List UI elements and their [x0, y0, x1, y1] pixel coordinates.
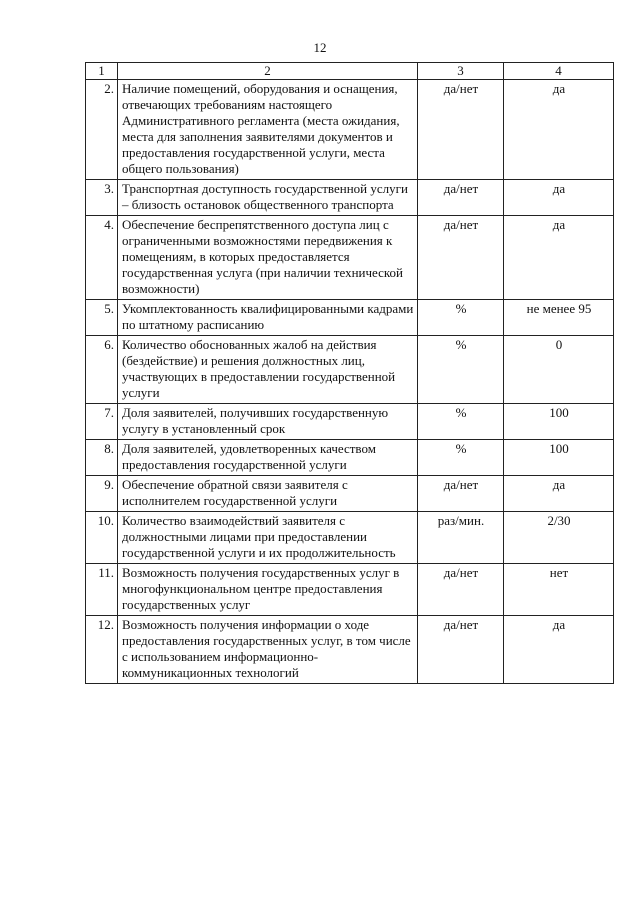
table-row: [86, 404, 614, 440]
unit-of-measure: %: [418, 404, 504, 440]
row-number: 10.: [86, 512, 118, 564]
unit-of-measure: %: [418, 440, 504, 476]
unit-of-measure: да/нет: [418, 80, 504, 180]
header-col-2: 2: [118, 63, 418, 80]
indicator-name: Наличие помещений, оборудования и оснащения, отвечающих требованиям настоящего Административного регламента (места ожидания, места для заполнения заявителями документов и предоставления государственной услуги, места общего пользования): [118, 80, 418, 180]
table-row: [86, 180, 614, 216]
unit-of-measure: да/нет: [418, 616, 504, 684]
unit-of-measure: %: [418, 336, 504, 404]
indicator-name: Доля заявителей, удовлетворенных качеством предоставления государственной услуги: [118, 440, 418, 476]
indicator-value: 0: [504, 336, 614, 404]
indicator-value: да: [504, 616, 614, 684]
header-row: [86, 63, 614, 80]
table-row: [86, 476, 614, 512]
unit-of-measure: да/нет: [418, 216, 504, 300]
table-row: [86, 300, 614, 336]
header-col-1: 1: [86, 63, 118, 80]
unit-of-measure: %: [418, 300, 504, 336]
header-col-4: 4: [504, 63, 614, 80]
row-number: 2.: [86, 80, 118, 180]
indicator-value: да: [504, 476, 614, 512]
indicator-value: да: [504, 216, 614, 300]
row-number: 5.: [86, 300, 118, 336]
table-row: [86, 440, 614, 476]
table-row: [86, 564, 614, 616]
row-number: 8.: [86, 440, 118, 476]
indicator-name: Обеспечение обратной связи заявителя с исполнителем государственной услуги: [118, 476, 418, 512]
indicator-name: Обеспечение беспрепятственного доступа лиц с ограниченными возможностями передвижения к помещениям, в которых предоставляется государственная услуга (при наличии технической возможности): [118, 216, 418, 300]
header-col-3: 3: [418, 63, 504, 80]
table-row: [86, 616, 614, 684]
indicator-value: да: [504, 180, 614, 216]
row-number: 6.: [86, 336, 118, 404]
table-row: [86, 80, 614, 180]
indicator-name: Количество обоснованных жалоб на действия (бездействие) и решения должностных лиц, участвующих в предоставлении государственной услуги: [118, 336, 418, 404]
table-row: [86, 216, 614, 300]
indicator-name: Количество взаимодействий заявителя с должностными лицами при предоставлении государственной услуги и их продолжительность: [118, 512, 418, 564]
indicator-name: Транспортная доступность государственной услуги – близость остановок общественного транспорта: [118, 180, 418, 216]
table-row: [86, 512, 614, 564]
indicator-value: 100: [504, 440, 614, 476]
indicator-value: да: [504, 80, 614, 180]
unit-of-measure: раз/мин.: [418, 512, 504, 564]
row-number: 7.: [86, 404, 118, 440]
indicator-value: 100: [504, 404, 614, 440]
unit-of-measure: да/нет: [418, 564, 504, 616]
row-number: 9.: [86, 476, 118, 512]
table-header: [86, 63, 614, 80]
unit-of-measure: да/нет: [418, 476, 504, 512]
indicator-value: 2/30: [504, 512, 614, 564]
indicator-name: Укомплектованность квалифицированными кадрами по штатному расписанию: [118, 300, 418, 336]
indicator-value: не менее 95: [504, 300, 614, 336]
row-number: 11.: [86, 564, 118, 616]
row-number: 12.: [86, 616, 118, 684]
unit-of-measure: да/нет: [418, 180, 504, 216]
quality-indicators-table: [85, 62, 614, 684]
table-body: [86, 80, 614, 684]
indicator-name: Возможность получения государственных услуг в многофункциональном центре предоставления государственных услуг: [118, 564, 418, 616]
indicator-name: Возможность получения информации о ходе предоставления государственных услуг, в том числе с использованием информационно-коммуникационных технологий: [118, 616, 418, 684]
indicator-name: Доля заявителей, получивших государственную услугу в установленный срок: [118, 404, 418, 440]
row-number: 3.: [86, 180, 118, 216]
table-row: [86, 336, 614, 404]
indicator-value: нет: [504, 564, 614, 616]
row-number: 4.: [86, 216, 118, 300]
page-number: 12: [313, 40, 327, 55]
